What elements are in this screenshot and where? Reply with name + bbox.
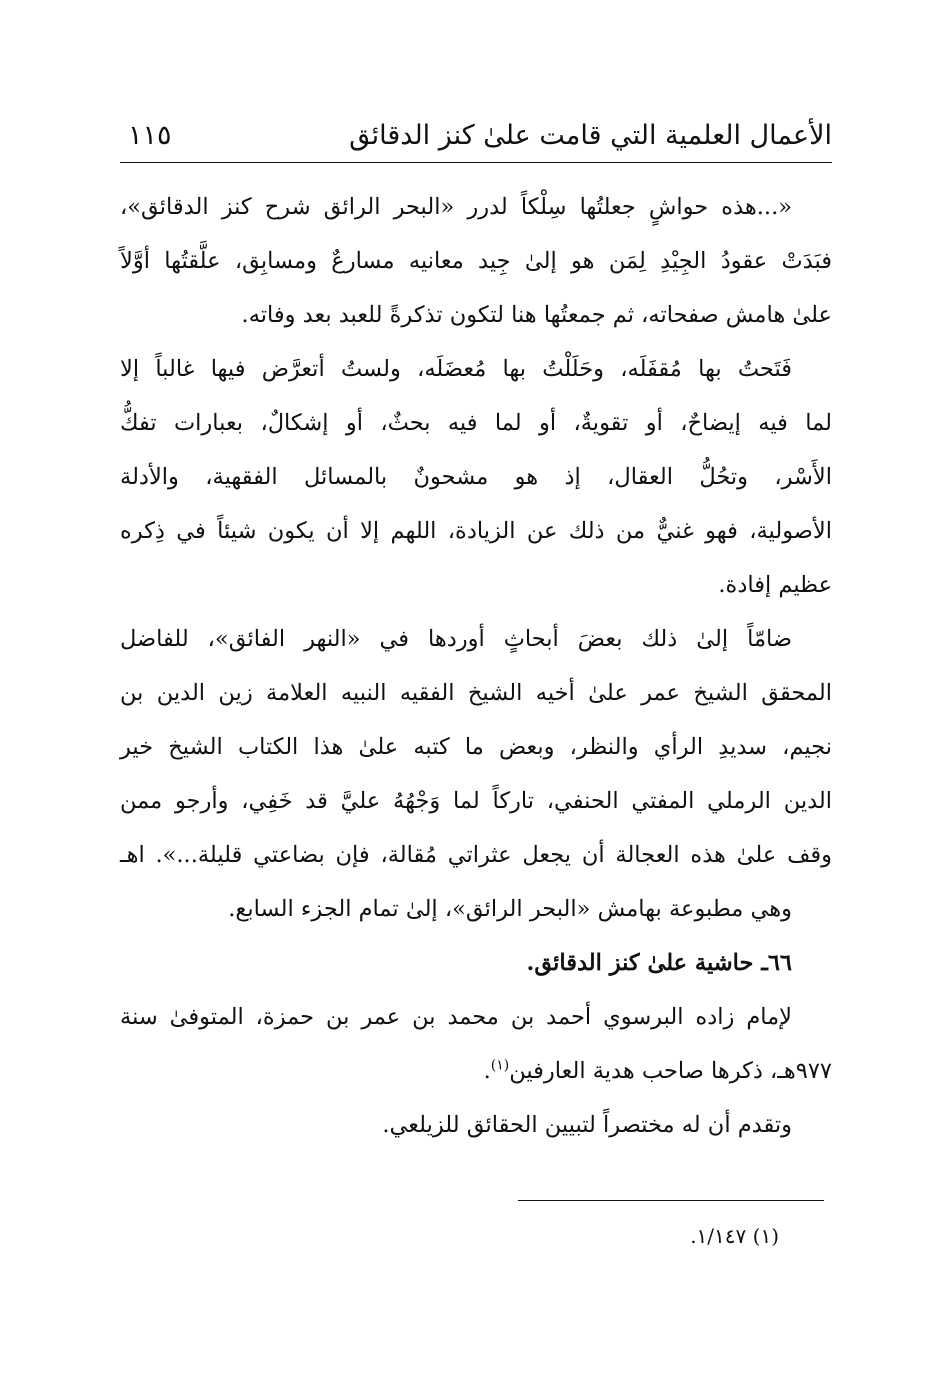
paragraph-quote-2 — [120, 342, 832, 612]
paragraph-quote-3 — [120, 612, 832, 882]
text-line: لما فيه إيضاحٌ، أو تقويةٌ، أو لما فيه بحثٌ، أو إشكالٌ، بعبارات تفكُّ — [120, 410, 832, 436]
text-line: الأَسْر، وتحُلُّ العقال، إذ هو مشحونٌ بالمسائل الفقهية، والأدلة — [120, 464, 832, 490]
text-line: لإمام زاده البرسوي أحمد بن محمد بن عمر بن حمزة، المتوفىٰ سنة — [120, 1004, 792, 1030]
text-line: وقف علىٰ هذه العجالة أن يجعل عثراتي مُقالة، فإن بضاعتي قليلة...». اهـ — [120, 842, 832, 868]
text-line: ضامّاً إلىٰ ذلك بعضَ أبحاثٍ أوردها في «النهر الفائق»، للفاضل — [120, 626, 792, 652]
paragraph-edition-note — [120, 882, 832, 936]
text-line: فبَدَتْ عقودُ الجِيْدِ لِمَن هو إلىٰ جِيد معانيه مسارعٌ ومسابِق، علَّقتُها أوَّلاً — [120, 248, 832, 274]
text-line: وهي مطبوعة بهامش «البحر الرائق»، إلىٰ تمام الجزء السابع. — [228, 896, 792, 922]
text-line: «...هذه حواشٍ جعلتُها سِلْكاً لدرر «البحر الرائق شرح كنز الدقائق»، — [120, 194, 792, 220]
page-number: ١١٥ — [128, 120, 172, 151]
text-line: الدين الرملي المفتي الحنفي، تاركاً لما وَجْهُهُ عليَّ قد خَفِي، وأرجو ممن — [120, 788, 832, 814]
text-span: ٩٧٧هـ، ذكرها صاحب هدية العارفين — [509, 1058, 832, 1084]
paragraph-author — [120, 990, 832, 1098]
text-line: نجيم، سديدِ الرأي والنظر، وبعض ما كتبه علىٰ هذا الكتاب الشيخ خير — [120, 734, 832, 760]
text-span: . — [483, 1058, 491, 1084]
text-line — [120, 1044, 832, 1098]
paragraph-abridgment: وتقدم أن له مختصراً لتبيين الحقائق للزيلعي. — [382, 1112, 792, 1138]
text-line: فَتَحتُ بها مُقفَلَه، وحَلَلْتُ بها مُعضَلَه، ولستُ أتعرَّض فيها غالباً إلا — [120, 356, 792, 382]
running-header — [120, 112, 832, 163]
section-heading: ٦٦ـ حاشية علىٰ كنز الدقائق. — [526, 950, 792, 976]
text-line: الأصولية، فهو غنيٌّ من ذلك عن الزيادة، اللهم إلا أن يكون شيئاً في ذِكره — [120, 518, 832, 544]
body-text — [120, 180, 832, 1152]
footnote-divider — [518, 1200, 824, 1201]
paragraph-quote-1 — [120, 180, 832, 342]
text-line: عظيم إفادة. — [718, 572, 832, 598]
running-title: الأعمال العلمية التي قامت علىٰ كنز الدقائق — [349, 120, 832, 151]
text-line: المحقق الشيخ عمر علىٰ أخيه الشيخ الفقيه النبيه العلامة زين الدين بن — [120, 680, 832, 706]
footnote-text: (١) ١/١٤٧. — [690, 1224, 779, 1248]
footnote-reference: (١) — [490, 1057, 510, 1074]
text-line: علىٰ هامش صفحاته، ثم جمعتُها هنا لتكون تذكرةً للعبد بعد وفاته. — [241, 302, 832, 328]
